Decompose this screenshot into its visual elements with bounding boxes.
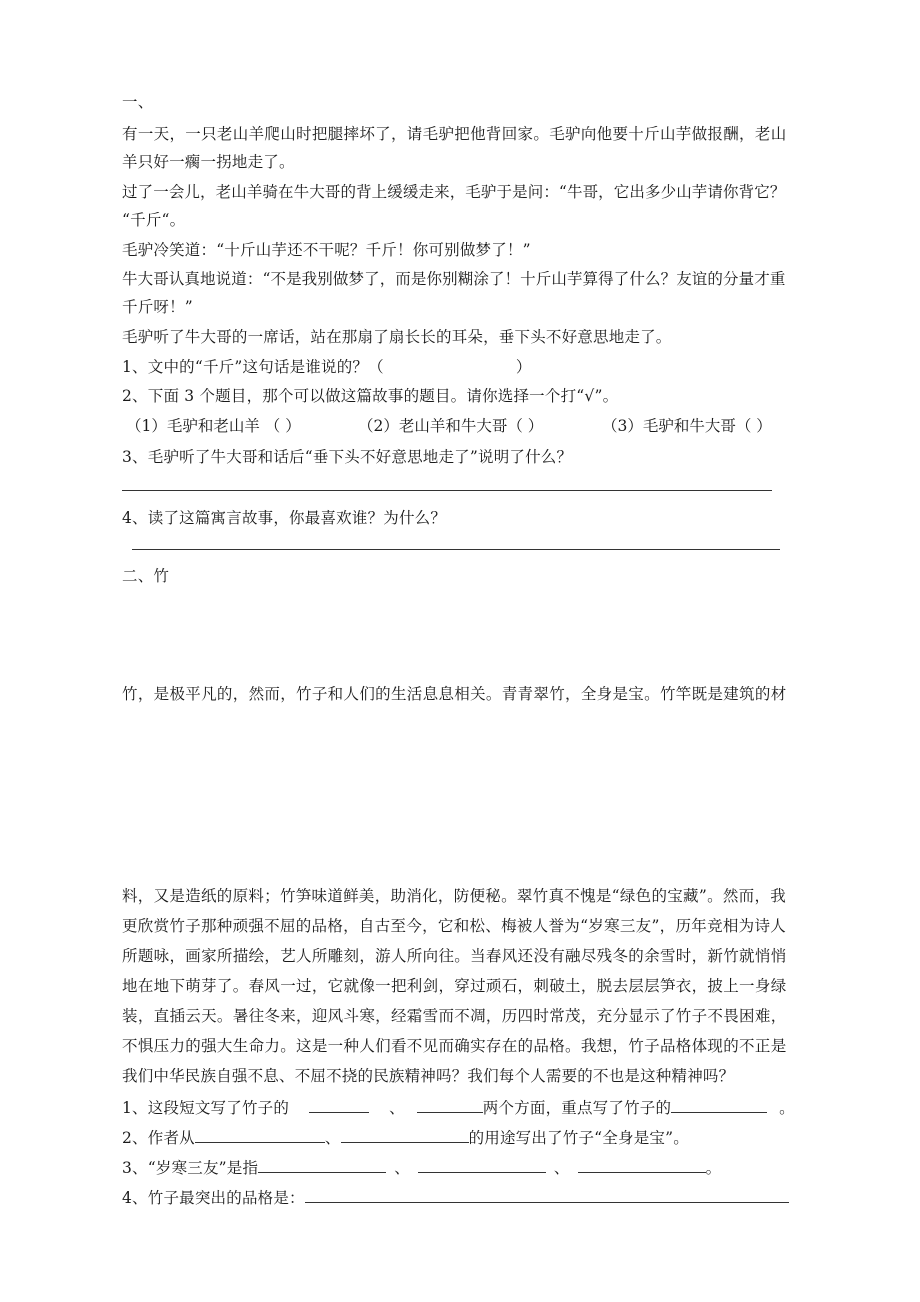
s2-q3-text-b: 、	[394, 1159, 410, 1177]
s2-q2-text-b: 、	[324, 1129, 341, 1147]
story-para1-line2: 羊只好一瘸一拐地走了。	[122, 153, 295, 171]
story-para2-line2: “千斤“。	[122, 211, 186, 229]
s2-q3-text-c: 、	[553, 1159, 570, 1177]
s1-question-1	[122, 357, 532, 377]
story-para5: 毛驴听了牛大哥的一席话，站在那扇了扇长长的耳朵，垂下头不好意思地走了。	[122, 328, 672, 346]
s2-q4-text-a: 4、竹子最突出的品格是：	[122, 1189, 305, 1207]
s2-q3-text-a: 3、“岁寒三友”是指	[122, 1159, 259, 1177]
story-para2-line1: 过了一会儿，老山羊骑在牛大哥的背上缓缓走来，毛驴于是问：“牛哥，它出多少山芋请你背它？	[122, 183, 786, 201]
s2-q1-text-c: 两个方面，重点写了竹子的	[482, 1099, 672, 1117]
section1-heading: 一、	[122, 93, 154, 111]
s2-q3-blank-3[interactable]	[578, 1156, 706, 1173]
story-para3: 毛驴冷笑道：“十斤山芋还不干呢？千斤！你可别做梦了！”	[122, 241, 531, 259]
story-para1-line1: 有一天，一只老山羊爬山时把腿摔坏了，请毛驴把他背回家。毛驴向他要十斤山芋做报酬，老山	[122, 125, 787, 143]
story-para4-line2: 千斤呀！”	[122, 298, 193, 316]
s2-q1-text-a: 1、这段短文写了竹子的	[122, 1099, 290, 1117]
s2-q3-blank-1[interactable]	[258, 1156, 386, 1173]
bamboo-line4: 所题咏，画家所描绘，艺人所雕刻，游人所向往。当春风还没有融尽残冬的余雪时，新竹就悄悄	[122, 947, 787, 965]
s2-q2-text-a: 2、作者从	[122, 1129, 195, 1147]
bamboo-line3: 更欣赏竹子那种顽强不屈的品格，自古至今，它和松、梅被人誉为“岁寒三友”，历年竞相为诗人	[122, 917, 787, 935]
s1-q2-option-3[interactable]: （3）毛驴和牛大哥（ ）	[602, 417, 772, 435]
s1-q3-answer-line[interactable]	[122, 490, 772, 491]
s2-q2-blank-1[interactable]	[195, 1126, 325, 1143]
s2-question-4	[122, 1186, 789, 1208]
s2-question-3	[122, 1156, 721, 1178]
bamboo-line1: 竹，是极平凡的，然而，竹子和人们的生活息息相关。青青翠竹，全身是宝。竹竿既是建筑的材	[122, 685, 787, 703]
s1-q4-answer-line[interactable]	[132, 549, 780, 550]
s2-q1-text-d: 。	[779, 1099, 795, 1117]
s1-q1-text: 1、文中的“千斤”这句话是谁说的？（	[122, 358, 384, 376]
s2-question-1	[122, 1096, 795, 1118]
s2-q2-text-c: 的用途写出了竹子“全身是宝”。	[468, 1129, 689, 1147]
s2-q1-blank-3[interactable]	[671, 1096, 767, 1113]
s1-q2-option-2[interactable]: （2）老山羊和牛大哥（ ）	[358, 417, 544, 435]
section2-heading: 二、竹	[122, 567, 170, 585]
s1-q1-close: ）	[515, 358, 532, 376]
s1-q2-option-1[interactable]: （1）毛驴和老山羊 （ ）	[126, 417, 301, 435]
bamboo-line5: 地在地下萌芽了。春风一过，它就像一把利剑，穿过顽石，刺破土，脱去层层笋衣，披上一身绿	[122, 977, 787, 995]
s2-q1-text-b: 、	[389, 1099, 405, 1117]
s2-q4-blank[interactable]	[305, 1186, 789, 1203]
bamboo-line7: 不惧压力的强大生命力。这是一种人们看不见而确实存在的品格。我想，竹子品格体现的不正是	[122, 1037, 787, 1055]
bamboo-line6: 装，直插云天。暑往冬来，迎风斗寒，经霜雪而不凋，历四时常茂，充分显示了竹子不畏困难，	[122, 1007, 787, 1025]
s1-question-4: 4、读了这篇寓言故事，你最喜欢谁？为什么？	[122, 509, 447, 527]
bamboo-line2: 料，又是造纸的原料；竹笋味道鲜美，助消化，防便秘。翠竹真不愧是“绿色的宝藏”。然而，我	[122, 887, 787, 905]
story-para4-line1: 牛大哥认真地说道：“不是我别做梦了，而是你别糊涂了！十斤山芋算得了什么？友谊的分量才重	[122, 270, 786, 288]
s2-q2-blank-2[interactable]	[341, 1126, 469, 1143]
s1-question-2: 2、下面 3 个题目，那个可以做这篇故事的题目。请你选择一个打“√”。	[122, 387, 619, 405]
s2-q3-blank-2[interactable]	[418, 1156, 546, 1173]
s2-q1-blank-1[interactable]	[309, 1096, 369, 1113]
s1-question-3: 3、毛驴听了牛大哥和话后“垂下头不好意思地走了”说明了什么？	[122, 448, 573, 466]
s2-q1-blank-2[interactable]	[417, 1096, 483, 1113]
bamboo-line8: 我们中华民族自强不息、不屈不挠的民族精神吗？我们每个人需要的不也是这种精神吗？	[122, 1067, 735, 1085]
s2-question-2	[122, 1126, 689, 1148]
s2-q3-text-d: 。	[705, 1159, 722, 1177]
